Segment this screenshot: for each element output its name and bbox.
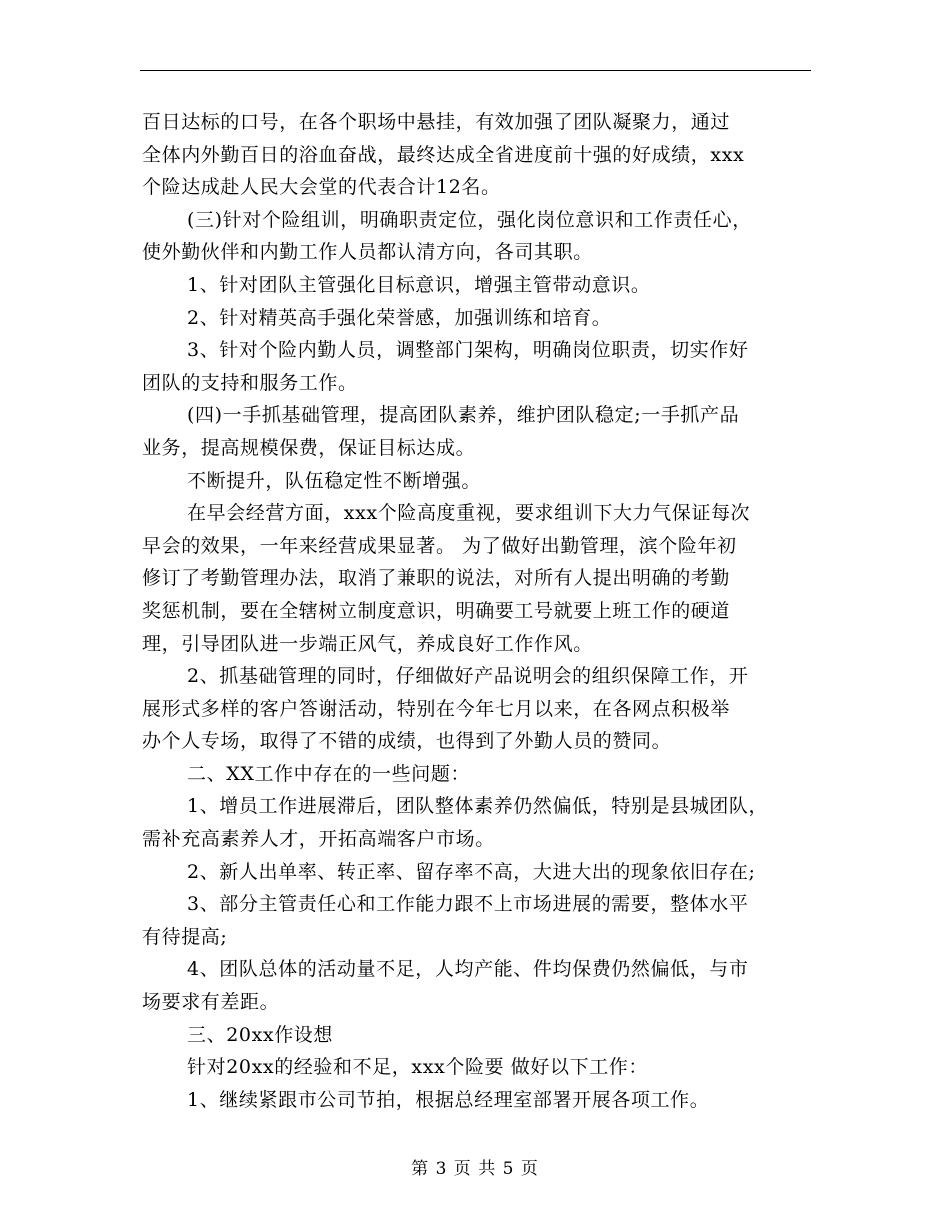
header-rule: [140, 70, 811, 71]
text-line: 早会的效果，一年来经营成果显著。 为了做好出勤管理，滨个险年初: [142, 534, 737, 557]
text-line: 全体内外勤百日的浴血奋战，最终达成全省进度前十强的好成绩，xxx: [142, 143, 745, 166]
text-line: 1、针对团队主管强化目标意识，增强主管带动意识。: [187, 273, 651, 296]
text-line: 3、部分主管责任心和工作能力跟不上市场进展的需要，整体水平: [187, 893, 749, 916]
document-body: [142, 106, 814, 1116]
text-line: 使外勤伙伴和内勤工作人员都认清方向，各司其职。: [142, 241, 593, 264]
text-line: 2、针对精英高手强化荣誉感，加强训练和培育。: [187, 306, 612, 329]
text-line: 修订了考勤管理办法，取消了兼职的说法，对所有人提出明确的考勤: [142, 567, 731, 590]
text-line: 个险达成赴人民大会堂的代表合计12名。: [142, 176, 501, 199]
text-line: 二、XX工作中存在的一些问题：: [187, 762, 471, 785]
text-line: (三)针对个险组训，明确职责定位，强化岗位意识和工作责任心，: [187, 208, 752, 231]
text-line: 场要求有差距。: [142, 991, 280, 1014]
text-line: 有待提高;: [142, 925, 228, 948]
text-line: 3、针对个险内勤人员，调整部门架构，明确岗位职责，切实作好: [187, 339, 749, 362]
text-line: 办个人专场，取得了不错的成绩，也得到了外勤人员的赞同。: [142, 730, 672, 753]
text-line: 不断提升，队伍稳定性不断增强。: [187, 469, 482, 492]
text-line: 针对20xx的经验和不足，xxx个险要 做好以下工作：: [187, 1056, 648, 1079]
text-line: 百日达标的口号，在各个职场中悬挂，有效加强了团队凝聚力，通过: [142, 111, 731, 133]
text-line: 1、继续紧跟市公司节拍，根据总经理室部署开展各项工作。: [187, 1088, 710, 1111]
text-line: 1、增员工作进展滞后，团队整体素养仍然偏低，特别是县城团队，: [187, 795, 769, 818]
text-line: 业务，提高规模保费，保证目标达成。: [142, 436, 476, 459]
text-line: 团队的支持和服务工作。: [142, 371, 358, 394]
text-line: 需补充高素养人才，开拓高端客户市场。: [142, 828, 495, 851]
text-line: 展形式多样的客户答谢活动，特别在今年七月以来，在各网点积极举: [142, 697, 731, 720]
text-line: 奖惩机制，要在全辖树立制度意识，明确要工号就要上班工作的硬道: [142, 599, 731, 622]
text-line: 2、新人出单率、转正率、留存率不高，大进大出的现象依旧存在;: [187, 860, 756, 883]
page-number: 第 3 页 共 5 页: [411, 1159, 539, 1179]
text-line: 2、抓基础管理的同时，仔细做好产品说明会的组织保障工作，开: [187, 665, 749, 688]
text-line: 理，引导团队进一步端正风气，养成良好工作作风。: [142, 632, 593, 655]
text-line: 三、20xx作设想: [187, 1023, 334, 1046]
text-line: 4、团队总体的活动量不足，人均产能、件均保费仍然偏低，与市: [187, 958, 749, 981]
text-line: 在早会经营方面，xxx个险高度重视，要求组训下大力气保证每次: [187, 502, 751, 525]
text-line: (四)一手抓基础管理，提高团队素养，维护团队稳定;一手抓产品: [187, 404, 740, 427]
